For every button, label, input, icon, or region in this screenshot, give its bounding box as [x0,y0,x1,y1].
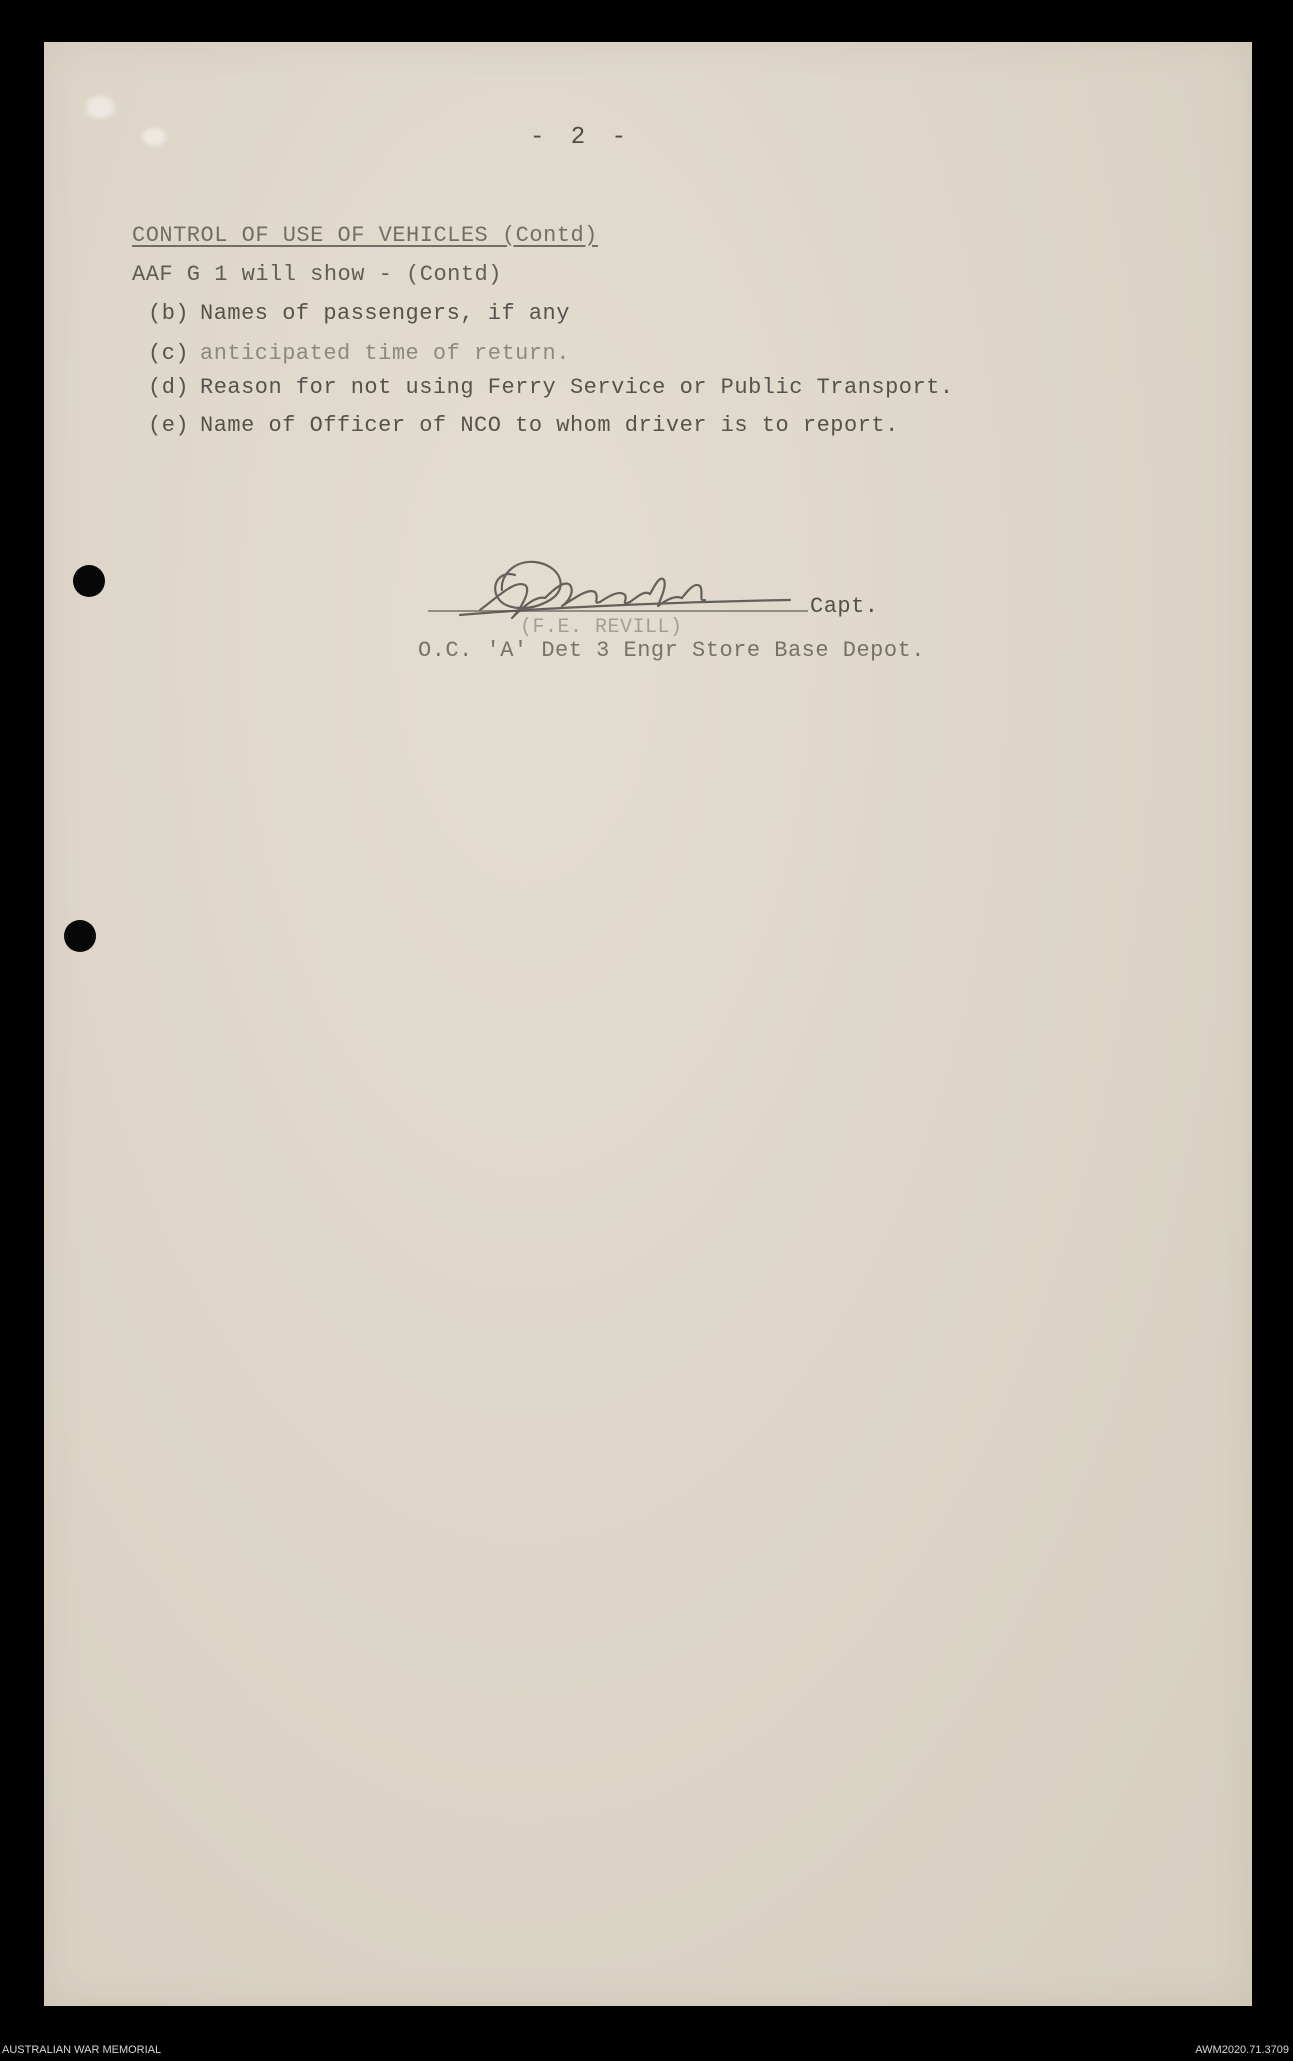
signature-line [428,610,808,612]
document-page [44,42,1252,2006]
list-item [148,301,570,326]
list-item-text: Reason for not using Ferry Service or Public Transport. [200,375,954,400]
punch-hole [73,565,105,597]
list-item-text: Name of Officer of NCO to whom driver is to report. [200,413,899,438]
signatory-rank: Capt. [810,594,879,619]
signatory-appointment: O.C. 'A' Det 3 Engr Store Base Depot. [418,638,925,663]
list-item-text: Names of passengers, if any [200,301,570,326]
paper-stain [142,128,166,146]
list-item-marker: (e) [148,413,190,438]
section-heading: CONTROL OF USE OF VEHICLES (Contd) [132,223,598,248]
signatory-name: (F.E. REVILL) [520,616,683,639]
punch-hole [64,920,96,952]
list-item [148,341,570,366]
list-item-marker: (d) [148,375,190,400]
footer-accession-number: AWM2020.71.3709 [1195,2044,1289,2056]
intro-line: AAF G 1 will show - (Contd) [132,262,502,287]
page-number: - 2 - [530,124,633,151]
paper-stain [86,96,114,118]
list-item-marker: (b) [148,301,190,326]
footer-institution: AUSTRALIAN WAR MEMORIAL [2,2044,162,2056]
list-item [148,375,954,400]
list-item [148,413,899,438]
list-item-text: anticipated time of return. [200,341,570,366]
list-item-marker: (c) [148,341,190,366]
